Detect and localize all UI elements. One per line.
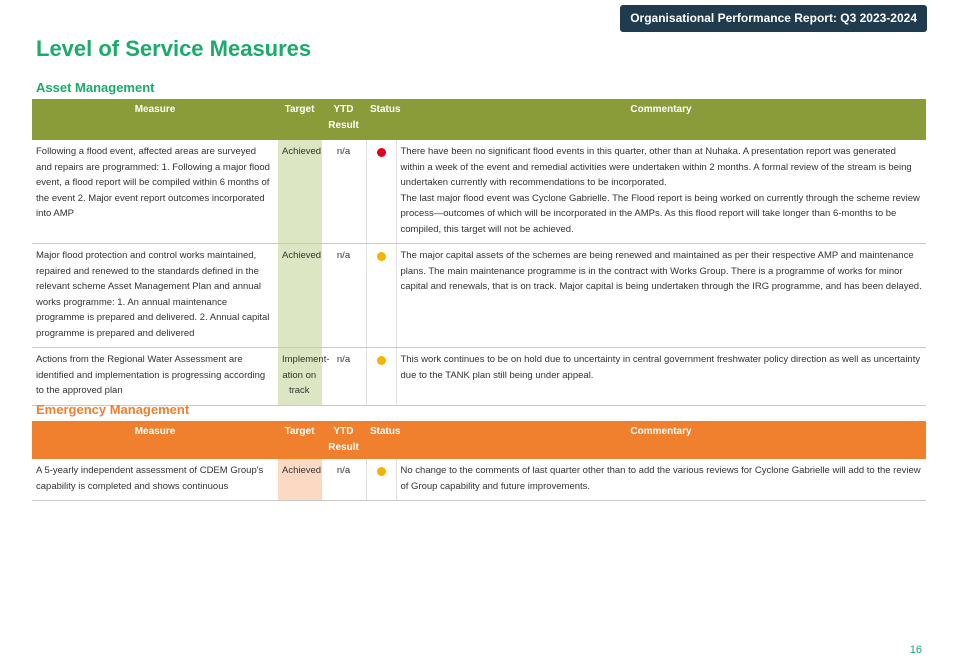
- page-title: Level of Service Measures: [36, 36, 312, 61]
- page-number: 16: [909, 644, 922, 656]
- column-header-target: Target: [278, 99, 321, 140]
- table-header-row: [32, 99, 926, 140]
- status-amber-indicator: [377, 467, 386, 476]
- column-header-ytd-result: YTD Result: [321, 99, 366, 140]
- target-cell: Achieved: [278, 140, 321, 244]
- commentary-cell: [396, 244, 926, 348]
- table-row: [32, 459, 926, 501]
- measure-cell: Actions from the Regional Water Assessment are identified and implementation is progressing according to the approved plan: [32, 348, 278, 406]
- emergency-management-table: [32, 421, 926, 501]
- measure-cell: A 5-yearly independent assessment of CDEM Group's capability is completed and shows continuous: [32, 459, 278, 501]
- section-title-emergency-management: Emergency Management: [36, 402, 190, 417]
- commentary-paragraph: There have been no significant flood events in this quarter, other than at Nuhaka. A presentation report was generated within a week of the event and remedial activities were undertaken within 2 months. A formal review of the stream is being undertaken currently with recommendations to be incorporated.: [400, 146, 912, 188]
- measure-cell: Following a flood event, affected areas are surveyed and repairs are programmed: 1. Following a major flood event, a flood report will be compiled within 6 months of the event 2. Major event report outcomes incorporated into AMP: [32, 140, 278, 244]
- table-row: [32, 140, 926, 244]
- commentary-cell: [396, 348, 926, 406]
- column-header-ytd-result: YTD Result: [321, 421, 366, 459]
- ytd-result-cell: n/a: [321, 459, 366, 501]
- target-cell: Implement-ation on track: [278, 348, 321, 406]
- status-red-indicator: [377, 148, 386, 157]
- column-header-target: Target: [278, 421, 321, 459]
- column-header-measure: Measure: [32, 99, 278, 140]
- status-cell: [366, 459, 396, 501]
- target-cell: Achieved: [278, 244, 321, 348]
- ytd-result-cell: n/a: [321, 244, 366, 348]
- commentary-paragraph: This work continues to be on hold due to uncertainty in central government freshwater policy direction as well as uncertainty due to the TANK plan still being under appeal.: [400, 354, 921, 381]
- column-header-commentary: Commentary: [396, 99, 926, 140]
- status-cell: [366, 244, 396, 348]
- status-amber-indicator: [377, 252, 386, 261]
- status-cell: [366, 348, 396, 406]
- asset-management-table: [32, 99, 926, 406]
- status-amber-indicator: [377, 356, 386, 365]
- report-title-badge: Organisational Performance Report: Q3 2023-2024: [620, 5, 927, 32]
- column-header-status: Status: [366, 421, 396, 459]
- table-row: [32, 348, 926, 406]
- status-cell: [366, 140, 396, 244]
- commentary-cell: [396, 140, 926, 244]
- ytd-result-cell: n/a: [321, 348, 366, 406]
- measure-cell: Major flood protection and control works maintained, repaired and renewed to the standards defined in the relevant scheme Asset Management Plan and annual works programme: 1. An annual maintenance programme is prepared and delivered. 2. Annual capital programme is prepared and delivered: [32, 244, 278, 348]
- column-header-status: Status: [366, 99, 396, 140]
- commentary-paragraph: The last major flood event was Cyclone Gabrielle. The Flood report is being worked on currently through the scheme review process—outcomes of which will be incorporated in the AMPs. As this flood report will take longer than 6-months to be compiled, this target will not be achieved.: [400, 192, 920, 235]
- table-row: [32, 244, 926, 348]
- column-header-measure: Measure: [32, 421, 278, 459]
- commentary-paragraph: No change to the comments of last quarter other than to add the various reviews for Cyclone Gabrielle will add to the review of Group capability and future improvements.: [400, 465, 921, 492]
- column-header-commentary: Commentary: [396, 421, 926, 459]
- table-header-row: [32, 421, 926, 459]
- commentary-cell: [396, 459, 926, 501]
- commentary-paragraph: The major capital assets of the schemes are being renewed and maintained as per their respective AMP and maintenance plans. The main maintenance programme is in the contract with Works Group. There is a programme of works for minor capital and renewals, that is on track. Major capital is being undertaken through the IRG programme, and has been delayed.: [400, 250, 922, 292]
- target-cell: Achieved: [278, 459, 321, 501]
- ytd-result-cell: n/a: [321, 140, 366, 244]
- section-title-asset-management: Asset Management: [36, 80, 155, 95]
